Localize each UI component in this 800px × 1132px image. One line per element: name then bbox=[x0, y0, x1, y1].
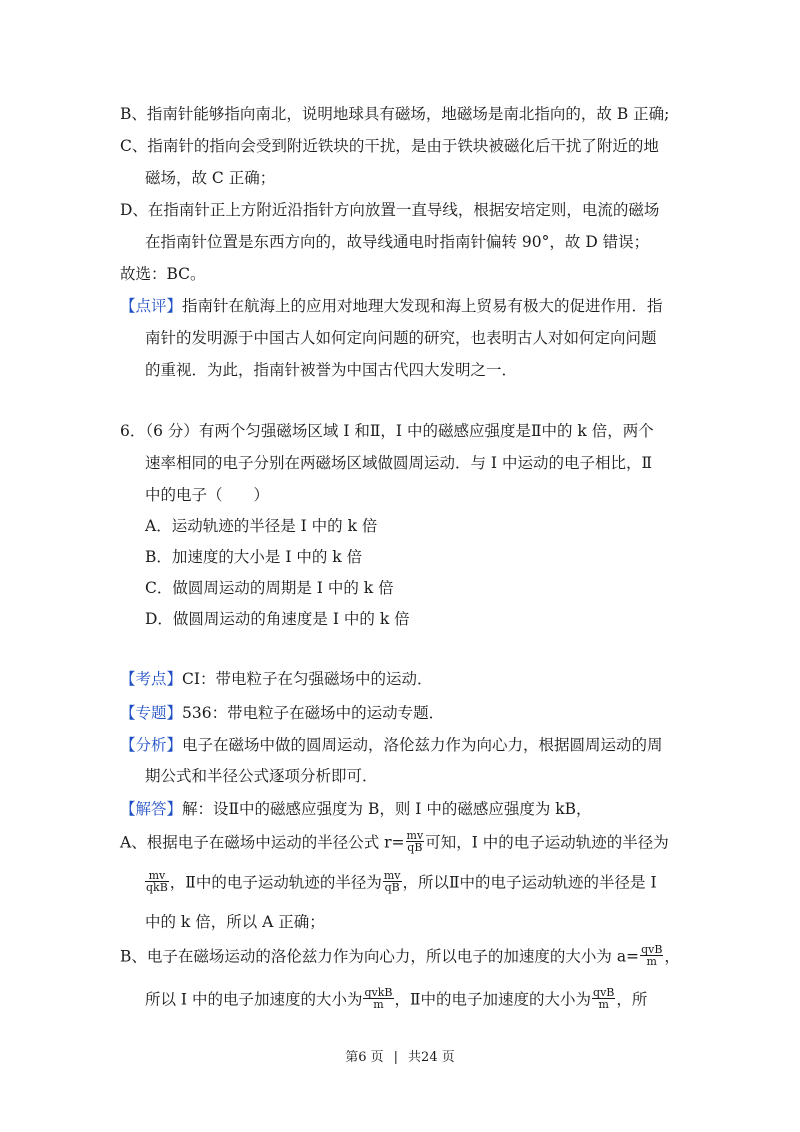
page-number: 第6 页 bbox=[345, 1050, 384, 1065]
solution-a-line1 bbox=[120, 829, 669, 855]
solution-a-text-4: ，所以Ⅱ中的电子运动轨迹的半径是 I bbox=[402, 873, 657, 892]
option-b-explanation: B、指南针能够指向南北，说明地球具有磁场，地磁场是南北指向的，故 B 正确; bbox=[120, 105, 670, 123]
solution-a-text-3: ，Ⅱ中的电子运动轨迹的半径为 bbox=[169, 873, 382, 892]
fraction-numerator: mv bbox=[383, 869, 401, 882]
page-footer bbox=[0, 1046, 800, 1065]
solution-a-text-1: A、根据电子在磁场中运动的半径公式 r= bbox=[120, 833, 405, 852]
solution-a-text-2: 可知，I 中的电子运动轨迹的半径为 bbox=[425, 833, 669, 852]
question-6-line3: 中的电子（ ） bbox=[145, 486, 270, 504]
solution-b-text-2: ， bbox=[664, 947, 680, 966]
fraction-denominator: m bbox=[373, 998, 384, 1011]
solution-a-line3: 中的 k 倍，所以 A 正确； bbox=[145, 913, 325, 931]
fraction-denominator: m bbox=[598, 998, 609, 1011]
zhuanti-tag: 【专题】 bbox=[120, 704, 183, 722]
kaodian-tag: 【考点】 bbox=[120, 670, 183, 688]
question-6-line2: 速率相同的电子分别在两磁场区域做圆周运动．与 I 中运动的电子相比，Ⅱ bbox=[145, 454, 653, 472]
fraction-numerator: qvkB bbox=[364, 986, 393, 999]
solution-b-text-3: 所以 I 中的电子加速度的大小为 bbox=[145, 990, 363, 1009]
jieda-text: 解：设Ⅱ中的磁感应强度为 B，则 I 中的磁感应强度为 kB， bbox=[182, 800, 592, 818]
question-6-option-b: B．加速度的大小是 I 中的 k 倍 bbox=[145, 548, 363, 566]
answer-choice: 故选：BC。 bbox=[120, 265, 206, 283]
fenxi-line1 bbox=[120, 735, 663, 755]
radius-formula-fraction bbox=[406, 830, 425, 853]
fraction-numerator: mv bbox=[145, 870, 169, 882]
fenxi-tag: 【分析】 bbox=[120, 736, 183, 754]
solution-b-line2 bbox=[145, 986, 648, 1012]
option-d-explanation-line2: 在指南针位置是东西方向的，故导线通电时指南针偏转 90°，故 D 错误； bbox=[145, 233, 650, 251]
option-d-explanation-line1: D、在指南针正上方附近沿指针方向放置一直导线，根据安培定则，电流的磁场 bbox=[120, 201, 660, 219]
review-tag: 【点评】 bbox=[120, 297, 183, 315]
acceleration-formula-fraction bbox=[640, 944, 663, 967]
question-6-line1: 6．（6 分）有两个匀强磁场区域 I 和Ⅱ，I 中的磁感应强度是Ⅱ中的 k 倍，两个 bbox=[120, 422, 654, 440]
solution-b-text-1: B、电子在磁场运动的洛伦兹力作为向心力，所以电子的加速度的大小为 a= bbox=[120, 947, 640, 966]
zhuanti-text: 536：带电粒子在磁场中的运动专题． bbox=[182, 704, 445, 722]
solution-a-line2 bbox=[145, 869, 657, 895]
kaodian-text: CI：带电粒子在匀强磁场中的运动． bbox=[182, 670, 433, 688]
footer-separator: | bbox=[393, 1050, 399, 1065]
kaodian-line bbox=[120, 669, 433, 689]
review-line1 bbox=[120, 296, 663, 316]
zhuanti-line bbox=[120, 703, 444, 723]
fraction-numerator: qvB bbox=[593, 986, 615, 999]
page-total: 共24 页 bbox=[408, 1050, 455, 1065]
fraction-denominator: qB bbox=[407, 841, 423, 854]
option-c-explanation-line1: C、指南针的指向会受到附近铁块的干扰，是由于铁块被磁化后干扰了附近的地 bbox=[120, 137, 659, 155]
fenxi-line2: 期公式和半径公式逐项分析即可． bbox=[145, 767, 378, 785]
question-6-option-d: D．做圆周运动的角速度是 I 中的 k 倍 bbox=[145, 610, 410, 628]
fenxi-text-1: 电子在磁场中做的圆周运动，洛伦兹力作为向心力，根据圆周运动的周 bbox=[182, 736, 663, 754]
solution-b-text-5: ，所 bbox=[616, 990, 648, 1009]
radius-2-fraction bbox=[383, 870, 402, 893]
fraction-denominator: qB bbox=[384, 881, 400, 894]
fraction-denominator: qkB bbox=[146, 881, 168, 894]
radius-1-fraction bbox=[145, 870, 169, 893]
solution-b-line1 bbox=[120, 943, 680, 969]
fraction-denominator: m bbox=[646, 955, 657, 968]
acceleration-2-fraction bbox=[592, 987, 615, 1010]
jieda-line bbox=[120, 799, 592, 819]
jieda-tag: 【解答】 bbox=[120, 800, 183, 818]
review-line3: 的重视．为此，指南针被誉为中国古代四大发明之一． bbox=[145, 361, 518, 379]
question-6-option-c: C．做圆周运动的周期是 I 中的 k 倍 bbox=[145, 579, 394, 597]
fraction-numerator: qvB bbox=[641, 943, 663, 956]
review-line2: 南针的发明源于中国古人如何定向问题的研究，也表明古人对如何定向问题 bbox=[145, 329, 657, 347]
question-6-option-a: A．运动轨迹的半径是 I 中的 k 倍 bbox=[145, 517, 378, 535]
fraction-numerator: mv bbox=[406, 829, 424, 842]
acceleration-1-fraction bbox=[363, 987, 393, 1010]
solution-b-text-4: ，Ⅱ中的电子加速度的大小为 bbox=[394, 990, 592, 1009]
option-c-explanation-line2: 磁场，故 C 正确； bbox=[145, 169, 276, 187]
review-text-1: 指南针在航海上的应用对地理大发现和海上贸易有极大的促进作用．指 bbox=[182, 297, 663, 315]
